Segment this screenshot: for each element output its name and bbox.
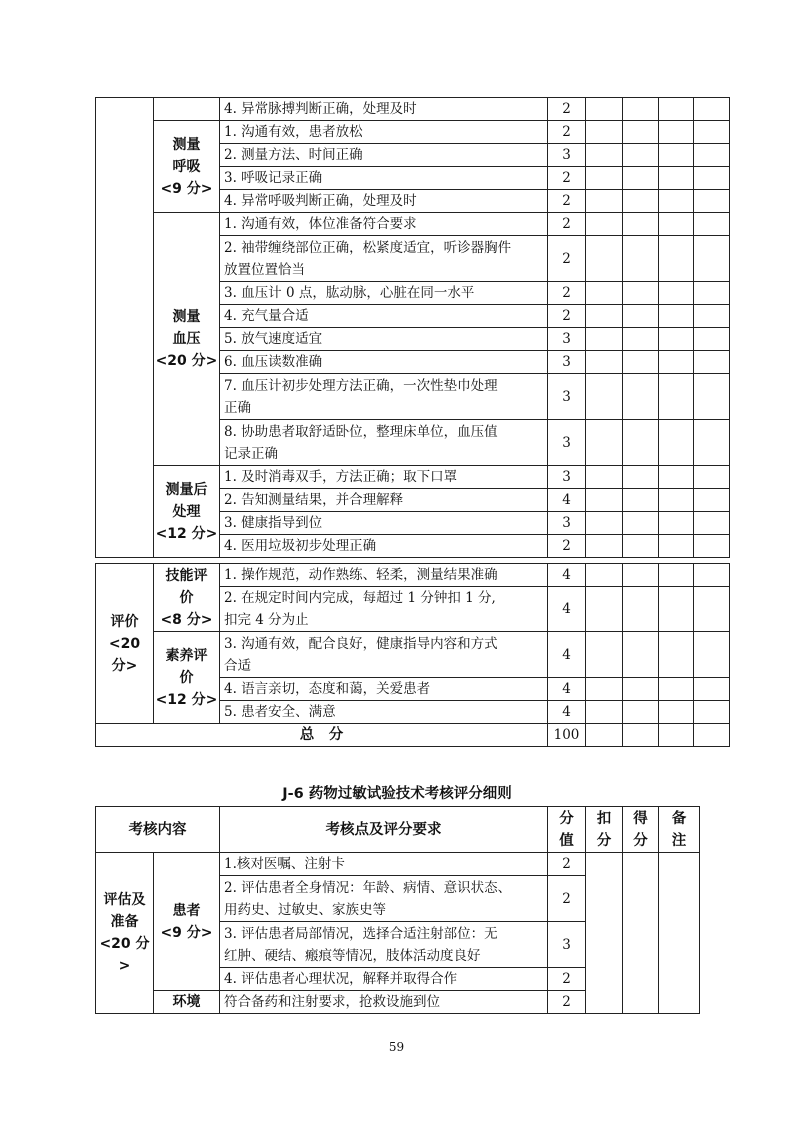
evaluation-table [95, 563, 730, 747]
item-text: 7. 血压计初步处理方法正确，一次性垫巾处理 正确 [220, 374, 548, 420]
item-text: 3. 血压计 0 点，肱动脉，心脏在同一水平 [220, 282, 548, 305]
item-text: 2. 告知测量结果，并合理解释 [220, 489, 548, 512]
scoring-table-continued [95, 97, 730, 558]
subsection-post-processing: 测量后 处理 <12 分> [154, 466, 220, 558]
subsection-breath: 测量 呼吸 <9 分> [154, 121, 220, 213]
item-text: 1. 操作规范，动作熟练、轻柔，测量结果准确 [220, 564, 548, 587]
item-score: 2 [548, 305, 586, 328]
item-text: 8. 协助患者取舒适卧位，整理床单位，血压值 记录正确 [220, 420, 548, 466]
item-text: 符合备药和注射要求，抢救设施到位 [220, 991, 548, 1014]
item-text: 1.核对医嘱、注射卡 [220, 853, 548, 876]
item-text: 3. 沟通有效，配合良好，健康指导内容和方式 合适 [220, 632, 548, 678]
item-score: 3 [548, 922, 586, 968]
item-text: 3. 评估患者局部情况，选择合适注射部位：无 红肿、硬结、瘢痕等情况，肢体活动度良好 [220, 922, 548, 968]
item-score: 3 [548, 466, 586, 489]
item-score: 3 [548, 374, 586, 420]
extra-cell [694, 98, 730, 121]
item-text: 4. 异常呼吸判断正确，处理及时 [220, 190, 548, 213]
table-row [96, 121, 730, 144]
item-score: 2 [548, 167, 586, 190]
item-score: 3 [548, 512, 586, 535]
item-score: 3 [548, 328, 586, 351]
header-content: 考核内容 [96, 807, 220, 853]
item-text: 1. 沟通有效，体位准备符合要求 [220, 213, 548, 236]
allergy-test-scoring-table [95, 806, 700, 1014]
item-score: 2 [548, 98, 586, 121]
subsection-skill: 技能评 价 <8 分> [154, 564, 220, 632]
item-score: 4 [548, 489, 586, 512]
subsection-blood-pressure: 测量 血压 <20 分> [154, 213, 220, 466]
table-title: J-6 药物过敏试验技术考核评分细则 [282, 786, 512, 802]
item-text: 3. 健康指导到位 [220, 512, 548, 535]
item-score: 2 [548, 968, 586, 991]
total-label: 总 分 [96, 724, 548, 747]
item-score: 2 [548, 121, 586, 144]
item-text: 4. 评估患者心理状况，解释并取得合作 [220, 968, 548, 991]
item-text: 4. 充气量合适 [220, 305, 548, 328]
item-score: 4 [548, 701, 586, 724]
subsection-patient: 患者 <9 分> [154, 853, 220, 991]
item-score: 2 [548, 213, 586, 236]
page-number: 59 [388, 1040, 405, 1054]
subsection-environment: 环境 [154, 991, 220, 1014]
item-score: 4 [548, 564, 586, 587]
subsection-quality: 素养评 价 <12 分> [154, 632, 220, 724]
item-score: 2 [548, 535, 586, 558]
table-row [96, 853, 700, 876]
subsection-cell-blank [154, 98, 220, 121]
section-evaluation: 评价 <20 分> [96, 564, 154, 724]
table-row [96, 466, 730, 489]
item-text: 2. 评估患者全身情况：年龄、病情、意识状态、 用药史、过敏史、家族史等 [220, 876, 548, 922]
item-text: 5. 患者安全、满意 [220, 701, 548, 724]
table-row [96, 213, 730, 236]
deduct-cell [586, 98, 623, 121]
item-score: 2 [548, 236, 586, 282]
item-score: 2 [548, 876, 586, 922]
item-score: 2 [548, 190, 586, 213]
header-got: 得 分 [623, 807, 659, 853]
item-text: 4. 异常脉搏判断正确，处理及时 [220, 98, 548, 121]
item-score: 4 [548, 678, 586, 701]
item-score: 2 [548, 853, 586, 876]
item-text: 2. 测量方法、时间正确 [220, 144, 548, 167]
item-text: 4. 语言亲切，态度和蔼，关爱患者 [220, 678, 548, 701]
note-cell [659, 98, 694, 121]
header-score: 分 值 [548, 807, 586, 853]
item-text: 4. 医用垃圾初步处理正确 [220, 535, 548, 558]
total-row [96, 724, 730, 747]
header-row [96, 807, 700, 853]
item-text: 3. 呼吸记录正确 [220, 167, 548, 190]
total-score: 100 [548, 724, 586, 747]
item-text: 5. 放气速度适宜 [220, 328, 548, 351]
item-text: 1. 沟通有效，患者放松 [220, 121, 548, 144]
got-cell [623, 98, 659, 121]
item-score: 2 [548, 282, 586, 305]
item-score: 4 [548, 632, 586, 678]
item-score: 3 [548, 351, 586, 374]
item-text: 2. 在规定时间内完成，每超过 1 分钟扣 1 分, 扣完 4 分为止 [220, 587, 548, 632]
table-row [96, 564, 730, 587]
header-note: 备 注 [659, 807, 700, 853]
item-score: 3 [548, 420, 586, 466]
table-row [96, 98, 730, 121]
item-score: 2 [548, 991, 586, 1014]
section-cell-blank [96, 98, 154, 558]
header-deduct: 扣 分 [586, 807, 623, 853]
item-text: 2. 袖带缠绕部位正确，松紧度适宜，听诊器胸件 放置位置恰当 [220, 236, 548, 282]
table-row [96, 632, 730, 678]
item-score: 3 [548, 144, 586, 167]
item-text: 1. 及时消毒双手，方法正确；取下口罩 [220, 466, 548, 489]
item-text: 6. 血压读数准确 [220, 351, 548, 374]
section-assessment: 评估及 准备 <20 分> [96, 853, 154, 1014]
item-score: 4 [548, 587, 586, 632]
header-points: 考核点及评分要求 [220, 807, 548, 853]
